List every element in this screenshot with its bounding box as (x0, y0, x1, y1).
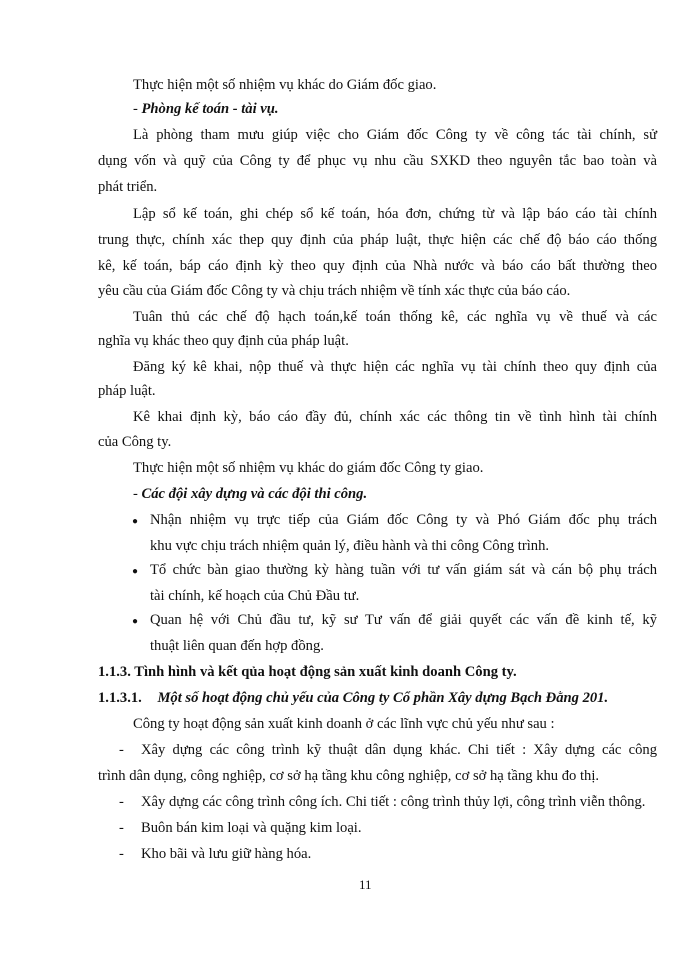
paragraph-line: nghĩa vụ khác theo quy định của pháp luật. (98, 333, 349, 349)
dash-item-line: Buôn bán kim loại và quặng kim loại. (141, 820, 362, 836)
bullet-line: thuật liên quan đến hợp đồng. (150, 638, 324, 654)
bullet-line: Quan hệ với Chủ đầu tư, kỹ sư Tư vấn để giải quyết các vấn đề kinh tế, kỹ (150, 612, 657, 628)
heading-prefix: - (133, 486, 142, 502)
dash-item-line: Xây dựng các công trình công ích. Chi tiết : công trình thủy lợi, công trình viễn thông. (141, 794, 646, 810)
paragraph-line: Lập sổ kế toán, ghi chép sổ kế toán, hóa đơn, chứng từ và lập báo cáo tài chính (133, 206, 657, 222)
bullet-line: khu vực chịu trách nhiệm quản lý, điều hành và thi công Công trình. (150, 538, 550, 554)
dash-item-line: trình dân dụng, công nghiệp, cơ sở hạ tầng khu công nghiệp, cơ sở hạ tầng khu đo thị. (98, 768, 600, 784)
intro-line: Thực hiện một số nhiệm vụ khác do Giám đốc giao. (133, 77, 437, 93)
paragraph-line: Đăng ký kê khai, nộp thuế và thực hiện các nghĩa vụ tài chính theo quy định của (133, 359, 657, 375)
heading-text: Các đội xây dựng và các đội thi công. (141, 486, 368, 502)
bullet-icon: ● (132, 566, 139, 577)
paragraph-line: Tuân thủ các chế độ hạch toán,kế toán thống kê, các nghĩa vụ về thuế và các (133, 309, 657, 325)
subsection-heading-1131 (98, 688, 608, 708)
page-number: 11 (359, 877, 372, 892)
paragraph-line: yêu cầu của Giám đốc Công ty và chịu trách nhiệm về tính xác thực của báo cáo. (98, 283, 571, 299)
bullet-line: Nhận nhiệm vụ trực tiếp của Giám đốc Công ty và Phó Giám đốc phụ trách (150, 512, 657, 528)
section-heading-doi-xay-dung (133, 484, 367, 504)
dash-item-line: Xây dựng các công trình kỹ thuật dân dụng khác. Chi tiết : Xây dựng các công (141, 742, 657, 758)
paragraph-line: trung thực, chính xác thep quy định của pháp luật, thực hiện các chế độ báo cáo thống (98, 232, 657, 248)
paragraph-line: phát triển. (98, 179, 158, 195)
intro-line: Công ty hoạt động sản xuất kinh doanh ở các lĩnh vực chủ yếu như sau : (133, 716, 555, 732)
paragraph-line: dụng vốn và quỹ của Công ty để phục vụ nhu cầu SXKD theo nguyên tắc bao toàn và (98, 153, 657, 169)
paragraph-line: Thực hiện một số nhiệm vụ khác do giám đốc Công ty giao. (133, 460, 484, 476)
bullet-icon: ● (132, 516, 139, 527)
heading-prefix: - (133, 101, 142, 117)
subsection-title: Một số hoạt động chủ yếu của Công ty Cổ phần Xây dựng Bạch Đằng 201. (157, 690, 609, 706)
bullet-line: Tổ chức bàn giao thường kỳ hàng tuần với tư vấn giám sát và cán bộ phụ trách (150, 562, 657, 578)
section-heading-113: 1.1.3. Tình hình và kết qủa hoạt động sản xuất kinh doanh Công ty. (98, 664, 517, 680)
dash-marker: - (119, 820, 124, 836)
bullet-icon: ● (132, 616, 139, 627)
subsection-number: 1.1.3.1. (98, 690, 142, 706)
section-heading-ke-toan (133, 99, 279, 119)
paragraph-line: pháp luật. (98, 383, 156, 399)
bullet-line: tài chính, kế hoạch của Chủ Đầu tư. (150, 588, 360, 604)
heading-text: Phòng kế toán - tài vụ. (141, 101, 279, 117)
dash-marker: - (119, 742, 124, 758)
dash-marker: - (119, 846, 124, 862)
paragraph-line: Kê khai định kỳ, báo cáo đầy đủ, chính xác các thông tin về tình hình tài chính (133, 409, 657, 425)
paragraph-line: kê, kế toán, báp cáo định kỳ theo quy định của Nhà nước và báo cáo bất thường theo (98, 258, 657, 274)
paragraph-line: của Công ty. (98, 434, 172, 450)
dash-marker: - (119, 794, 124, 810)
dash-item-line: Kho bãi và lưu giữ hàng hóa. (141, 846, 312, 862)
paragraph-line: Là phòng tham mưu giúp việc cho Giám đốc Công ty về công tác tài chính, sử (133, 127, 657, 143)
